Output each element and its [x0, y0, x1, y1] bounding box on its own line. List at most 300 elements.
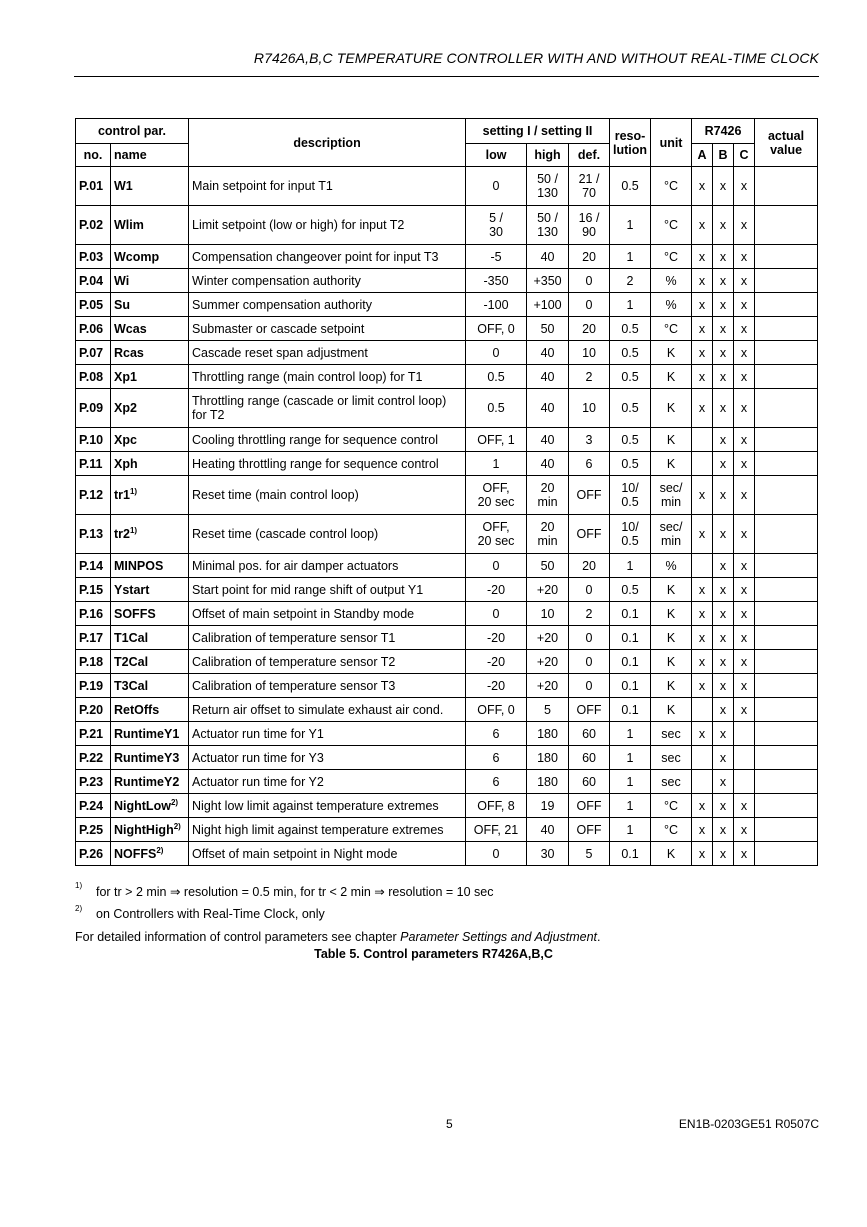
table-body: [76, 167, 818, 866]
param-unit: K: [651, 452, 692, 476]
param-b: x: [713, 452, 734, 476]
info-chapter-ref: Parameter Settings and Adjustment: [400, 930, 598, 944]
param-actual-value[interactable]: [755, 722, 818, 746]
param-low: OFF, 8: [466, 794, 527, 818]
param-low: -5: [466, 245, 527, 269]
param-c: [734, 770, 755, 794]
param-b: x: [713, 794, 734, 818]
table-row: [76, 515, 818, 554]
param-default: OFF: [569, 515, 610, 554]
param-a: [692, 554, 713, 578]
param-resolution: 1: [610, 554, 651, 578]
info-suffix: .: [597, 930, 601, 944]
param-high: +20: [527, 650, 569, 674]
param-unit: K: [651, 365, 692, 389]
param-b: x: [713, 389, 734, 428]
param-actual-value[interactable]: [755, 515, 818, 554]
param-no: P.10: [76, 428, 111, 452]
table-row: [76, 794, 818, 818]
param-b: x: [713, 626, 734, 650]
param-b: x: [713, 578, 734, 602]
table-row: [76, 293, 818, 317]
param-c: x: [734, 515, 755, 554]
param-high: 50 / 130: [527, 206, 569, 245]
param-default: 0: [569, 293, 610, 317]
param-c: x: [734, 365, 755, 389]
param-resolution: 0.5: [610, 341, 651, 365]
param-low: -100: [466, 293, 527, 317]
param-description: Actuator run time for Y1: [189, 722, 466, 746]
param-description: Offset of main setpoint in Night mode: [189, 842, 466, 866]
param-a: x: [692, 365, 713, 389]
param-actual-value[interactable]: [755, 842, 818, 866]
param-no: P.08: [76, 365, 111, 389]
param-b: x: [713, 428, 734, 452]
param-description: Start point for mid range shift of output Y1: [189, 578, 466, 602]
param-resolution: 0.5: [610, 167, 651, 206]
param-no: P.06: [76, 317, 111, 341]
param-high: +20: [527, 578, 569, 602]
header-def: def.: [569, 144, 610, 167]
param-b: x: [713, 341, 734, 365]
param-low: OFF, 0: [466, 317, 527, 341]
param-name: Xp2: [111, 389, 189, 428]
param-low: 0: [466, 341, 527, 365]
param-a: x: [692, 578, 713, 602]
param-high: 180: [527, 770, 569, 794]
param-a: [692, 746, 713, 770]
param-no: P.09: [76, 389, 111, 428]
table-row: [76, 626, 818, 650]
param-name: MINPOS: [111, 554, 189, 578]
footnote-2: [75, 904, 325, 921]
param-actual-value[interactable]: [755, 578, 818, 602]
param-b: x: [713, 602, 734, 626]
param-resolution: 1: [610, 206, 651, 245]
param-actual-value[interactable]: [755, 602, 818, 626]
table-row: [76, 650, 818, 674]
param-a: x: [692, 842, 713, 866]
table-row: [76, 206, 818, 245]
footnote-2-mark: 2): [75, 904, 83, 913]
header-name: name: [111, 144, 189, 167]
document-code: EN1B-0203GE51 R0507C: [678, 1117, 819, 1131]
param-c: x: [734, 794, 755, 818]
param-description: Calibration of temperature sensor T2: [189, 650, 466, 674]
param-resolution: 0.1: [610, 650, 651, 674]
param-actual-value[interactable]: [755, 245, 818, 269]
table-row: [76, 746, 818, 770]
param-a: x: [692, 818, 713, 842]
param-description: Return air offset to simulate exhaust air cond.: [189, 698, 466, 722]
param-a: x: [692, 476, 713, 515]
param-high: 40: [527, 245, 569, 269]
param-high: +20: [527, 674, 569, 698]
param-name: T3Cal: [111, 674, 189, 698]
param-actual-value[interactable]: [755, 476, 818, 515]
footnote-1-mark: 1): [75, 881, 83, 890]
table-row: [76, 245, 818, 269]
param-high: 40: [527, 428, 569, 452]
param-actual-value[interactable]: [755, 269, 818, 293]
param-description: Actuator run time for Y2: [189, 770, 466, 794]
param-c: x: [734, 206, 755, 245]
param-unit: °C: [651, 206, 692, 245]
control-parameters-table: [75, 118, 818, 866]
param-name: Wcomp: [111, 245, 189, 269]
param-actual-value[interactable]: [755, 428, 818, 452]
header-setting: setting I / setting II: [466, 119, 610, 144]
param-resolution: 2: [610, 269, 651, 293]
param-default: 0: [569, 650, 610, 674]
param-unit: %: [651, 269, 692, 293]
param-no: P.20: [76, 698, 111, 722]
param-unit: sec: [651, 746, 692, 770]
param-no: P.07: [76, 341, 111, 365]
param-actual-value[interactable]: [755, 389, 818, 428]
footnote-ref: 2): [173, 821, 181, 831]
param-default: 10: [569, 389, 610, 428]
param-description: Winter compensation authority: [189, 269, 466, 293]
param-c: x: [734, 602, 755, 626]
param-b: x: [713, 770, 734, 794]
param-name: Xp1: [111, 365, 189, 389]
table-row: [76, 818, 818, 842]
param-default: OFF: [569, 818, 610, 842]
param-unit: sec/ min: [651, 476, 692, 515]
param-no: P.18: [76, 650, 111, 674]
param-resolution: 1: [610, 245, 651, 269]
param-actual-value[interactable]: [755, 770, 818, 794]
param-resolution: 0.1: [610, 842, 651, 866]
param-no: P.14: [76, 554, 111, 578]
param-high: 30: [527, 842, 569, 866]
param-high: 10: [527, 602, 569, 626]
param-unit: K: [651, 674, 692, 698]
param-actual-value[interactable]: [755, 452, 818, 476]
param-a: [692, 770, 713, 794]
param-unit: sec: [651, 722, 692, 746]
header-b: B: [713, 144, 734, 167]
param-no: P.02: [76, 206, 111, 245]
param-description: Actuator run time for Y3: [189, 746, 466, 770]
param-description: Reset time (main control loop): [189, 476, 466, 515]
param-c: x: [734, 842, 755, 866]
param-c: x: [734, 650, 755, 674]
param-high: 40: [527, 341, 569, 365]
param-low: -20: [466, 674, 527, 698]
param-actual-value[interactable]: [755, 341, 818, 365]
param-a: [692, 698, 713, 722]
footnote-1-text: for tr > 2 min ⇒ resolution = 0.5 min, for tr < 2 min ⇒ resolution = 10 sec: [96, 885, 494, 899]
param-a: x: [692, 341, 713, 365]
param-default: 20: [569, 317, 610, 341]
header-divider: [74, 76, 819, 77]
param-actual-value[interactable]: [755, 167, 818, 206]
param-no: P.13: [76, 515, 111, 554]
param-no: P.17: [76, 626, 111, 650]
param-b: x: [713, 245, 734, 269]
param-high: 20 min: [527, 515, 569, 554]
param-low: OFF, 20 sec: [466, 515, 527, 554]
param-resolution: 0.1: [610, 602, 651, 626]
param-default: 6: [569, 452, 610, 476]
header-c: C: [734, 144, 755, 167]
param-default: 20: [569, 245, 610, 269]
param-c: x: [734, 245, 755, 269]
table-caption: Table 5. Control parameters R7426A,B,C: [314, 947, 553, 961]
param-default: 0: [569, 626, 610, 650]
footnote-ref: 1): [129, 525, 138, 535]
param-name: tr1$^{1)}$: [111, 476, 189, 515]
param-a: x: [692, 722, 713, 746]
param-no: P.24: [76, 794, 111, 818]
param-name: Ystart: [111, 578, 189, 602]
param-resolution: 10/ 0.5: [610, 515, 651, 554]
param-a: x: [692, 389, 713, 428]
param-name: Xph: [111, 452, 189, 476]
param-name: Wlim: [111, 206, 189, 245]
info-prefix: For detailed information of control parameters see chapter: [75, 930, 401, 944]
table-row: [76, 269, 818, 293]
param-c: x: [734, 167, 755, 206]
page-number: 5: [446, 1117, 453, 1131]
param-b: x: [713, 515, 734, 554]
header-control-par: control par.: [76, 119, 189, 144]
param-name: NOFFS$^{2)}$: [111, 842, 189, 866]
param-description: Compensation changeover point for input T3: [189, 245, 466, 269]
param-low: OFF, 20 sec: [466, 476, 527, 515]
param-resolution: 0.1: [610, 674, 651, 698]
param-description: Calibration of temperature sensor T1: [189, 626, 466, 650]
param-description: Limit setpoint (low or high) for input T2: [189, 206, 466, 245]
header-a: A: [692, 144, 713, 167]
param-actual-value[interactable]: [755, 293, 818, 317]
param-high: 40: [527, 452, 569, 476]
param-a: x: [692, 674, 713, 698]
param-unit: K: [651, 650, 692, 674]
param-actual-value[interactable]: [755, 674, 818, 698]
param-description: Calibration of temperature sensor T3: [189, 674, 466, 698]
footnote-2-text: on Controllers with Real-Time Clock, only: [96, 907, 325, 921]
param-c: x: [734, 317, 755, 341]
page-header-title: R7426A,B,C TEMPERATURE CONTROLLER WITH AND WITHOUT REAL-TIME CLOCK: [253, 50, 819, 66]
table-row: [76, 698, 818, 722]
param-c: x: [734, 476, 755, 515]
param-c: x: [734, 626, 755, 650]
param-no: P.19: [76, 674, 111, 698]
param-name: RetOffs: [111, 698, 189, 722]
param-low: 0: [466, 554, 527, 578]
footnote-1: [75, 881, 494, 899]
param-low: 5 / 30: [466, 206, 527, 245]
footnote-ref: 2): [156, 845, 164, 855]
param-resolution: 1: [610, 770, 651, 794]
param-low: 1: [466, 452, 527, 476]
param-b: x: [713, 842, 734, 866]
param-c: x: [734, 578, 755, 602]
param-default: OFF: [569, 794, 610, 818]
param-name: T2Cal: [111, 650, 189, 674]
param-default: 60: [569, 722, 610, 746]
table-row: [76, 167, 818, 206]
param-resolution: 0.5: [610, 428, 651, 452]
param-unit: K: [651, 389, 692, 428]
param-no: P.16: [76, 602, 111, 626]
param-low: OFF, 0: [466, 698, 527, 722]
header-no: no.: [76, 144, 111, 167]
header-low: low: [466, 144, 527, 167]
footnote-ref: 1): [129, 486, 138, 496]
param-no: P.01: [76, 167, 111, 206]
param-default: 5: [569, 842, 610, 866]
table-row: [76, 770, 818, 794]
param-b: x: [713, 269, 734, 293]
param-b: x: [713, 746, 734, 770]
table-row: [76, 554, 818, 578]
param-description: Throttling range (main control loop) for T1: [189, 365, 466, 389]
param-resolution: 1: [610, 794, 651, 818]
param-actual-value[interactable]: [755, 698, 818, 722]
param-unit: °C: [651, 317, 692, 341]
param-low: OFF, 1: [466, 428, 527, 452]
param-name: Rcas: [111, 341, 189, 365]
param-b: x: [713, 206, 734, 245]
table-row: [76, 476, 818, 515]
param-actual-value[interactable]: [755, 554, 818, 578]
param-high: +20: [527, 626, 569, 650]
param-high: +350: [527, 269, 569, 293]
param-a: [692, 428, 713, 452]
param-actual-value[interactable]: [755, 626, 818, 650]
param-unit: K: [651, 626, 692, 650]
param-c: x: [734, 293, 755, 317]
param-default: 0: [569, 269, 610, 293]
info-note: [75, 930, 601, 944]
table-row: [76, 674, 818, 698]
table-row: [76, 428, 818, 452]
param-resolution: 0.5: [610, 317, 651, 341]
param-low: -20: [466, 626, 527, 650]
param-low: 6: [466, 722, 527, 746]
param-resolution: 1: [610, 722, 651, 746]
param-name: T1Cal: [111, 626, 189, 650]
param-actual-value[interactable]: [755, 818, 818, 842]
param-no: P.26: [76, 842, 111, 866]
footnote-ref: 2): [170, 797, 179, 807]
param-high: 5: [527, 698, 569, 722]
param-actual-value[interactable]: [755, 206, 818, 245]
param-default: 60: [569, 746, 610, 770]
param-a: x: [692, 206, 713, 245]
param-c: x: [734, 389, 755, 428]
param-description: Night high limit against temperature extremes: [189, 818, 466, 842]
param-actual-value[interactable]: [755, 317, 818, 341]
param-c: x: [734, 452, 755, 476]
param-name: Wcas: [111, 317, 189, 341]
param-name: RuntimeY3: [111, 746, 189, 770]
param-default: 2: [569, 365, 610, 389]
param-b: x: [713, 554, 734, 578]
header-description: description: [189, 119, 466, 167]
param-b: x: [713, 674, 734, 698]
param-no: P.05: [76, 293, 111, 317]
param-default: 60: [569, 770, 610, 794]
param-actual-value[interactable]: [755, 365, 818, 389]
param-unit: sec: [651, 770, 692, 794]
table-row: [76, 452, 818, 476]
param-name: SOFFS: [111, 602, 189, 626]
param-name: RuntimeY1: [111, 722, 189, 746]
param-unit: K: [651, 602, 692, 626]
param-description: Cooling throttling range for sequence control: [189, 428, 466, 452]
param-high: 19: [527, 794, 569, 818]
param-unit: K: [651, 428, 692, 452]
param-no: P.23: [76, 770, 111, 794]
param-no: P.21: [76, 722, 111, 746]
param-actual-value[interactable]: [755, 650, 818, 674]
param-description: Reset time (cascade control loop): [189, 515, 466, 554]
header-unit: unit: [651, 119, 692, 167]
param-resolution: 10/ 0.5: [610, 476, 651, 515]
param-description: Heating throttling range for sequence control: [189, 452, 466, 476]
param-b: x: [713, 476, 734, 515]
param-high: 40: [527, 389, 569, 428]
param-c: x: [734, 698, 755, 722]
param-a: x: [692, 245, 713, 269]
header-resolution: reso- lution: [610, 119, 651, 167]
param-high: 40: [527, 818, 569, 842]
param-c: x: [734, 554, 755, 578]
param-resolution: 0.5: [610, 452, 651, 476]
param-description: Cascade reset span adjustment: [189, 341, 466, 365]
param-default: 0: [569, 674, 610, 698]
param-b: x: [713, 167, 734, 206]
header-r7426: R7426: [692, 119, 755, 144]
param-actual-value[interactable]: [755, 746, 818, 770]
param-resolution: 0.5: [610, 389, 651, 428]
param-high: 40: [527, 365, 569, 389]
param-b: x: [713, 293, 734, 317]
param-b: x: [713, 650, 734, 674]
param-resolution: 1: [610, 293, 651, 317]
param-resolution: 0.1: [610, 626, 651, 650]
param-a: x: [692, 167, 713, 206]
table-row: [76, 317, 818, 341]
param-a: x: [692, 317, 713, 341]
param-unit: °C: [651, 794, 692, 818]
param-actual-value[interactable]: [755, 794, 818, 818]
param-c: x: [734, 674, 755, 698]
param-default: 20: [569, 554, 610, 578]
param-c: [734, 722, 755, 746]
param-description: Night low limit against temperature extremes: [189, 794, 466, 818]
param-resolution: 1: [610, 818, 651, 842]
param-name: tr2$^{1)}$: [111, 515, 189, 554]
param-no: P.04: [76, 269, 111, 293]
table-row: [76, 842, 818, 866]
param-a: x: [692, 515, 713, 554]
param-a: x: [692, 293, 713, 317]
param-low: -20: [466, 650, 527, 674]
param-high: 50: [527, 554, 569, 578]
param-a: x: [692, 602, 713, 626]
param-unit: %: [651, 554, 692, 578]
param-description: Summer compensation authority: [189, 293, 466, 317]
param-resolution: 1: [610, 746, 651, 770]
param-description: Minimal pos. for air damper actuators: [189, 554, 466, 578]
param-a: x: [692, 794, 713, 818]
